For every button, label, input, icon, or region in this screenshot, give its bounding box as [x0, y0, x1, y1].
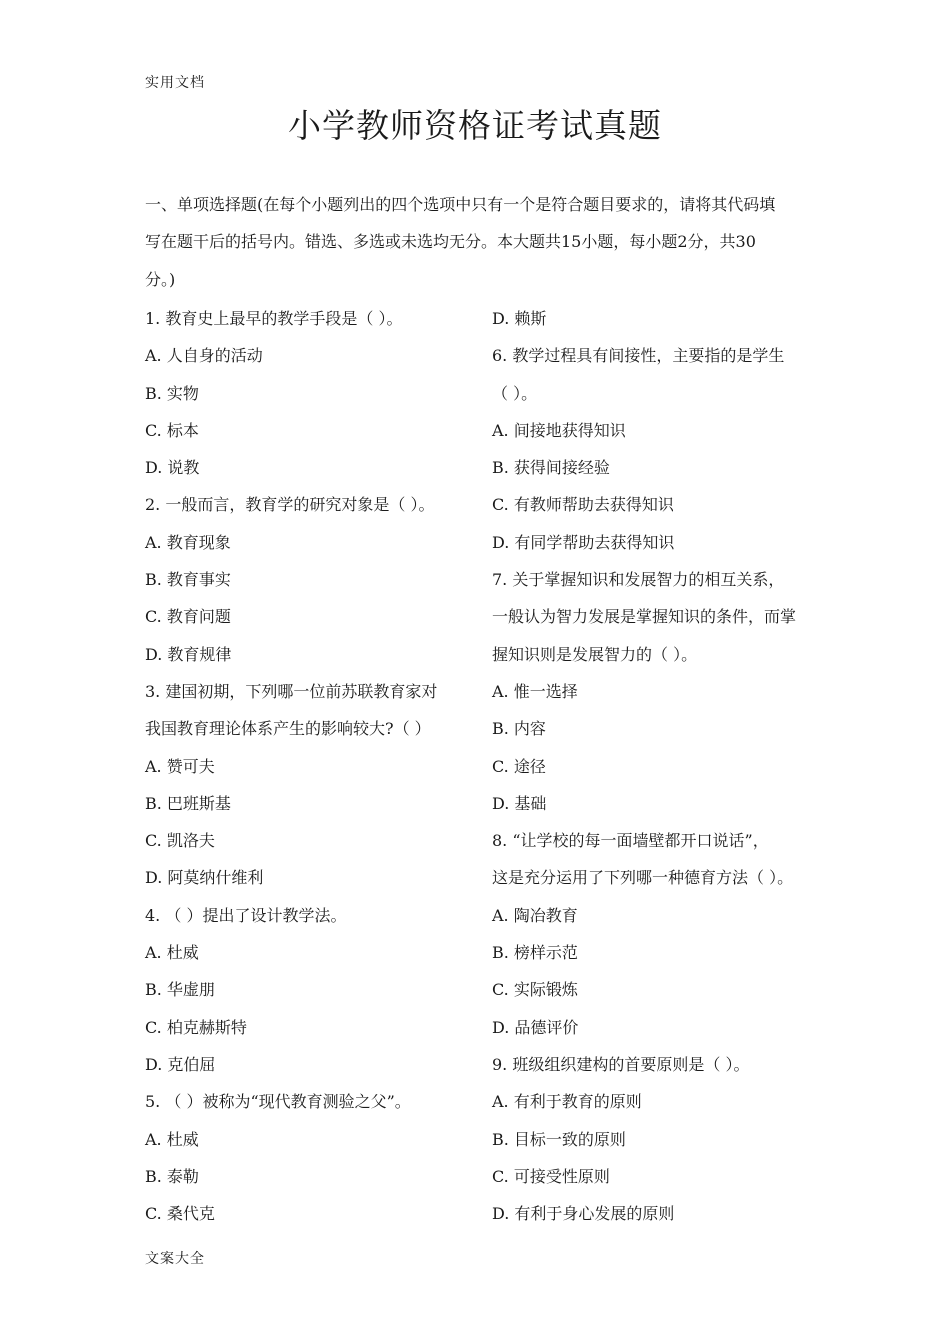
page-header-note: 实用文档 — [145, 75, 205, 91]
question-line: （ ）。 — [492, 383, 538, 403]
question-line: 4. （ ）提出了设计教学法。 — [145, 905, 347, 925]
question-line: 这是充分运用了下列哪一种德育方法（ ）。 — [492, 868, 794, 888]
option-line: B. 教育事实 — [145, 570, 231, 590]
option-line: C. 标本 — [145, 420, 199, 440]
option-line: D. 说教 — [145, 458, 200, 478]
option-line: B. 目标一致的原则 — [492, 1129, 626, 1149]
option-line: B. 泰勒 — [145, 1166, 199, 1186]
option-line: C. 凯洛夫 — [145, 831, 215, 851]
question-line: 握知识则是发展智力的（ ）。 — [492, 644, 698, 664]
option-line: C. 有教师帮助去获得知识 — [492, 495, 674, 515]
document-title: 小学教师资格证考试真题 — [288, 106, 662, 145]
question-line: 5. （ ）被称为“现代教育测验之父”。 — [145, 1092, 411, 1112]
option-line: B. 巴班斯基 — [145, 793, 231, 813]
option-line: A. 赞可夫 — [145, 756, 215, 776]
option-line: C. 教育问题 — [145, 607, 231, 627]
instruction-line: 写在题干后的括号内。错选、多选或未选均无分。本大题共15小题，每小题2分，共30 — [145, 232, 756, 252]
question-line: 一般认为智力发展是掌握知识的条件，而掌 — [492, 607, 797, 627]
option-line: D. 赖斯 — [492, 309, 547, 328]
option-line: C. 桑代克 — [145, 1204, 215, 1224]
option-line: A. 杜威 — [145, 1129, 199, 1149]
option-line: D. 克伯屈 — [145, 1054, 216, 1074]
option-line: D. 品德评价 — [492, 1017, 579, 1037]
option-line: B. 内容 — [492, 719, 546, 739]
option-line: B. 实物 — [145, 383, 199, 403]
option-line: B. 华虚朋 — [145, 980, 215, 1000]
question-line: 1. 教育史上最早的教学手段是（ ）。 — [145, 309, 403, 328]
question-line: 我国教育理论体系产生的影响较大?（ ） — [145, 719, 431, 739]
option-line: C. 途径 — [492, 756, 546, 776]
section-instructions — [145, 186, 815, 298]
option-line: A. 陶冶教育 — [492, 905, 578, 925]
instruction-line: 一、单项选择题(在每个小题列出的四个选项中只有一个是符合题目要求的，请将其代码填 — [145, 195, 776, 214]
option-line: A. 教育现象 — [145, 532, 231, 552]
option-line: C. 可接受性原则 — [492, 1166, 610, 1186]
option-line: D. 有同学帮助去获得知识 — [492, 532, 675, 552]
question-line: 2. 一般而言，教育学的研究对象是（ ）。 — [145, 495, 435, 515]
option-line: A. 惟一选择 — [492, 681, 578, 701]
option-line: C. 柏克赫斯特 — [145, 1017, 247, 1037]
option-line: D. 教育规律 — [145, 644, 232, 664]
option-line: D. 有利于身心发展的原则 — [492, 1204, 675, 1224]
instruction-line: 分。) — [145, 269, 176, 289]
right-question-column — [492, 300, 822, 1232]
option-line: D. 基础 — [492, 793, 547, 813]
option-line: A. 杜威 — [145, 943, 199, 963]
option-line: A. 有利于教育的原则 — [492, 1092, 642, 1112]
option-line: A. 间接地获得知识 — [492, 420, 626, 440]
option-line: D. 阿莫纳什维利 — [145, 868, 264, 888]
page-footer-note: 文案大全 — [145, 1251, 205, 1267]
question-line: 7. 关于掌握知识和发展智力的相互关系， — [492, 570, 785, 590]
option-line: B. 获得间接经验 — [492, 458, 610, 478]
question-line: 9. 班级组织建构的首要原则是（ ）。 — [492, 1054, 750, 1074]
option-line: C. 实际锻炼 — [492, 980, 578, 1000]
option-line: A. 人自身的活动 — [145, 346, 263, 366]
left-question-column — [145, 300, 475, 1232]
option-line: B. 榜样示范 — [492, 943, 578, 963]
question-line: 8. “让学校的每一面墙壁都开口说话”， — [492, 831, 769, 851]
question-line: 6. 教学过程具有间接性，主要指的是学生 — [492, 346, 785, 366]
question-line: 3. 建国初期，下列哪一位前苏联教育家对 — [145, 681, 438, 701]
